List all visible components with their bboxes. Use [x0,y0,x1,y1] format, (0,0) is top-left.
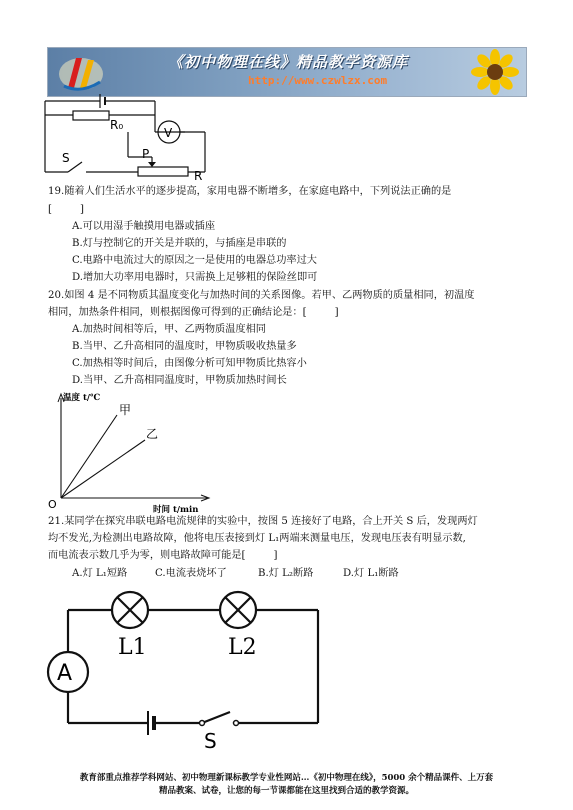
q20-stem-text: 相同，加热条件相同，则根据图像可得到的正确结论是：[ [48,307,307,318]
banner-title: 《初中物理在线》精品教学资源库 [168,53,409,71]
graph-origin: O [48,498,57,511]
circuit-diagram-1 [40,96,230,188]
q20-stem-line2 [48,305,339,321]
ammeter-label: A [57,661,73,686]
switch-label: S [204,729,217,753]
graph-ylabel: 温度 t/℃ [63,393,101,403]
rheostat-label: R [194,169,203,183]
q21-stem-line1: 21.某同学在探究串联电路电流规律的实验中，按图 5 连接好了电路，合上开关 S 后，发现两灯 [48,516,478,527]
bracket-close: ] [334,307,339,318]
q21-stem-text: 而电流表示数几乎为零，则电路故障可能是[ [48,550,246,561]
q20-option-c: C.加热相等时间后，由图像分析可知甲物质比热容小 [72,358,307,369]
q19-option-a: A.可以用湿手触摸用电器或插座 [72,221,216,232]
q21-option-c: C.电流表烧坏了 [155,568,227,579]
q20-option-b: B.当甲、乙升高相同的温度时，甲物质吸收热量多 [72,341,297,352]
site-logo-icon [54,50,108,94]
label-r0: R₀ [110,118,124,132]
label-jia: 甲 [119,403,132,417]
switch-label: S [62,151,70,165]
q21-option-d: D.灯 L₁断路 [343,568,399,579]
q21-stem-line2: 均不发光,为检测出电路故障，他将电压表接到灯 L₁两端来测量电压，发现电压表有明显示数, [48,533,466,544]
banner-url[interactable]: http://www.czwlzx.com [248,74,388,87]
label-l1: L1 [118,635,147,660]
graph-xlabel: 时间 t/min [153,505,199,515]
q20-option-d: D.当甲、乙升高相同温度时，甲物质加热时间长 [72,375,287,386]
footer-line1: 教育部重点推荐学科网站、初中物理新课标教学专业性网站…《初中物理在线》，5000 余个精品课件、上万套 [79,773,494,783]
footer-line2: 精品教案、试卷，让您的每一节课都能在这里找到合适的教学资源。 [158,786,414,796]
temperature-time-graph [45,390,215,515]
q21-stem-line3 [48,548,278,564]
q21-option-b: B.灯 L₂断路 [258,568,314,579]
q19-answer-bracket[interactable] [48,202,84,218]
q19-option-d: D.增加大功率用电器时，只需换上足够粗的保险丝即可 [72,272,318,283]
bracket-close: ] [79,204,84,215]
q20-option-a: A.加热时间相等后，甲、乙两物质温度相同 [72,324,266,335]
q19-stem: 19.随着人们生活水平的逐步提高，家用电器不断增多，在家庭电路中，下列说法正确的是 [48,186,452,197]
line-yi [61,440,145,498]
circuit-diagram-2 [40,590,330,755]
header-banner [47,47,527,97]
q19-option-b: B.灯与控制它的开关是并联的，与插座是串联的 [72,238,287,249]
sunflower-icon [470,50,520,94]
label-l2: L2 [228,635,257,660]
line-jia [61,415,117,498]
slider-label: P [142,147,150,161]
q19-option-c: C.电路中电流过大的原因之一是使用的电器总功率过大 [72,255,317,266]
bracket-close: ] [273,550,278,561]
q20-stem-line1: 20.如图 4 是不同物质其温度变化与加热时间的关系图像。若甲、乙两物质的质量相同，初温度 [48,290,475,301]
voltmeter-label: V [164,126,173,140]
bracket-open: [ [48,204,52,215]
label-yi: 乙 [146,427,159,441]
q21-option-a: A.灯 L₁短路 [72,568,128,579]
